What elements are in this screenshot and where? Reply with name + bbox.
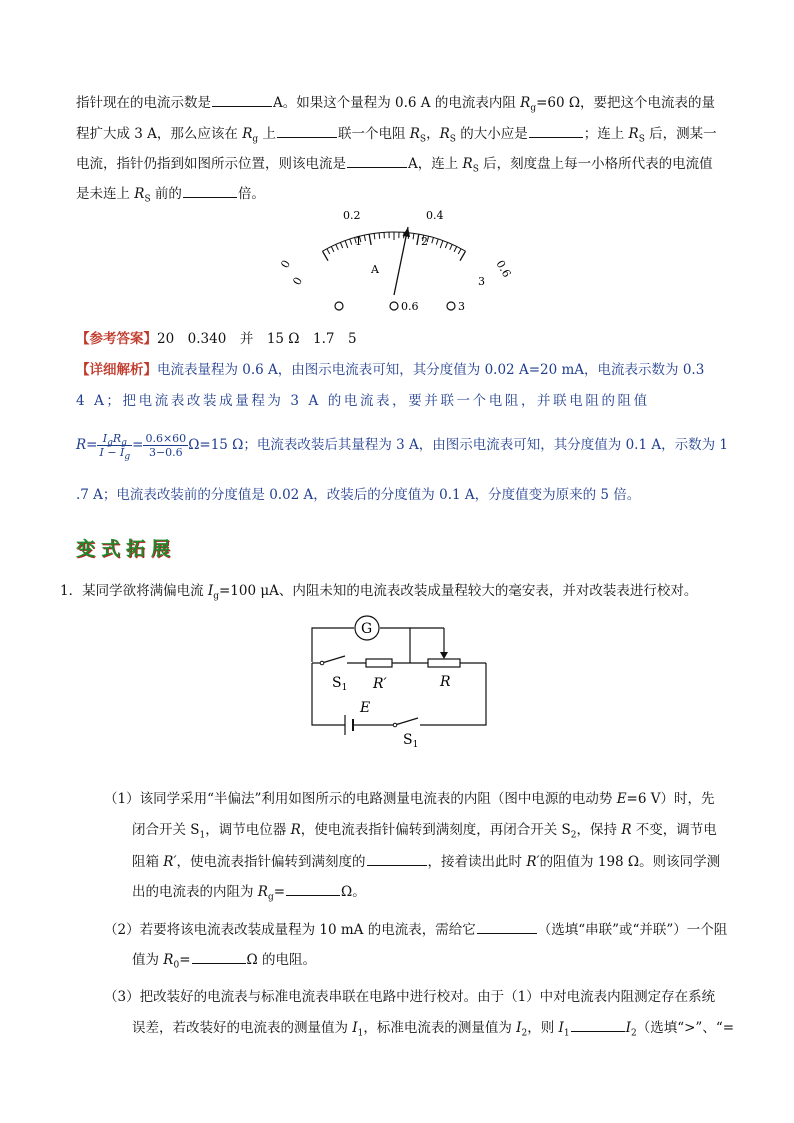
scale-label-bottom: 3 [478,275,485,288]
part3-line-1: （3）把改装好的电流表与标准电流表串联在电路中进行校对。由于（1）中对电流表内阻测定存在系统 [104,989,716,1005]
equals: = [132,437,144,453]
subscript: S [419,134,427,145]
dial-tick [350,239,352,245]
answer-blank[interactable] [571,1018,625,1032]
answer-blank[interactable] [286,882,340,896]
text: 是未连上 [76,186,135,202]
dial-tick [440,241,443,249]
question-line-2 [76,124,717,143]
question-line-4 [76,184,265,203]
circuit-diagram [300,612,500,748]
potentiometer-r [428,659,460,667]
subscript: g [530,103,537,114]
scale-label-bottom: 1 [355,235,362,248]
answer-blank[interactable] [212,93,272,107]
analysis-line-1 [76,361,704,379]
subscript: S [449,134,456,145]
dial-tick [460,251,466,261]
dial-tick [340,242,342,248]
analysis-line-2 [76,392,650,410]
text: =60 Ω，要把这个电流表的量 [536,95,716,111]
switch-s1-pivot [320,661,324,665]
dial-tick [374,233,375,239]
answer-blank[interactable] [347,154,407,168]
r-prime-label: R′ [373,676,387,692]
dial-tick [364,235,365,241]
part1-line-1: （1）该同学采用“半偏法”利用如图所示的电路测量电流表的内阻（图中电源的电动势 E=6 V）时，先 [104,791,715,807]
part2-line-1: （2）若要将该电流表改装成量程为 10 mA 的电流表，需给它 （选填“串联”或“并联”）一个阻 [104,922,728,938]
question-line-3 [76,154,713,173]
potentiometer-arrow [440,652,448,659]
subscript: S [638,134,645,145]
dial-tick [450,244,453,249]
symbol: R [242,126,253,142]
text: .7 A；电流表改装前的分度值是 0.02 A，改装后的分度值为 0.1 A，分度值变为原来的 5 倍。 [76,487,641,503]
text: 指针现在的电流示数是 [76,95,211,111]
text: ， [426,126,440,142]
analysis-line-4 [76,486,640,504]
r-label: R [440,674,451,690]
text: 电流表量程为 0.6 A，由图示电流表可知，其分度值为 0.02 A=20 mA，电流表示数为 0.3 [157,362,705,378]
dial-tick [417,234,419,245]
text: A，连上 [408,156,463,172]
text: 倍。 [237,186,265,202]
part1-line-3: 阻箱 R′，使电流表指针偏转到满刻度的 ，接着读出此时 R′的阻值为 198 Ω。则该同学测 [132,854,721,870]
dial-tick [458,249,461,254]
symbol: R [628,126,639,142]
subscript: g [252,134,259,145]
dial-tick [336,244,339,249]
part2-line-2: 值为 $R_0= \Omega$ 的电阻。 [132,952,316,971]
symbol: R [520,95,531,111]
subscript: S [472,164,479,175]
dial-tick [379,233,380,239]
section-title: 变式拓展 [76,538,177,560]
text: A。如果这个量程为 0.6 A 的电流表内阻 [273,95,521,111]
reference-answer [76,330,357,348]
unit-label: A [371,263,379,276]
text: 联一个电阻 [337,126,410,142]
dial-tick [369,234,371,245]
resistor-r-prime [366,659,392,667]
galvanometer-label: G [361,621,373,637]
terminal-common [335,302,343,310]
scale-label-bottom: 0 [290,274,306,288]
answer-blank[interactable] [529,124,583,138]
fraction-symbolic: $\frac{I_gR_g}{I - I_g}$ [99,432,131,463]
answer-blank[interactable] [367,852,427,866]
analysis-label: 【详细解析】 [76,362,157,378]
terminal-label: 0.6 [401,300,419,313]
switch-s1-blade [322,656,345,663]
e-label: E [360,700,371,716]
text: 上 [258,126,276,142]
meter-pointer [394,227,408,295]
subscript: S [144,194,151,205]
part1-line-2: 闭合开关 $S_1$，调节电位器 R，使电流表指针偏转到满刻度，再闭合开关 $S_2$，保持 R 不变，调节电 [132,822,717,841]
dial-tick [323,251,329,261]
dial-tick [331,247,334,252]
text: 的大小应是 [455,126,528,142]
ammeter-dial-figure [270,205,520,317]
answer-blank[interactable] [277,124,337,138]
text: 4 A；把电流表改装成量程为 3 A 的电流表，要并联一个电阻，并联电阻的阻值 [76,393,650,409]
dial-tick [432,238,434,244]
dial-tick [445,242,447,248]
scale-label-top: 0.2 [343,209,361,222]
part1-line-4: 出的电流表的内阻为 $R_g= \Omega$。 [132,884,366,903]
dial-ticks [323,232,466,261]
scale-label-top: 0.6 [493,258,514,280]
dial-tick [436,239,438,245]
terminal-0.6 [390,302,398,310]
text: 后，刻度盘上每一小格所代表的电流值 [478,156,713,172]
terminal-label: 3 [458,300,465,313]
symbol: R [462,156,473,172]
text: 电流，指针仍指到如图所示位置，则该电流是 [76,156,346,172]
problem-intro: 1．某同学欲将满偏电流 $I_g=100$ μA、内阻未知的电流表改装成量程较大的毫安表，并对改装表进行校对。 [60,583,698,602]
s2-label: $S_1$ [403,732,419,748]
question-line-1 [76,93,715,112]
switch-s2-blade [395,718,418,725]
answer-text: 20 0.340 并 15 Ω 1.7 5 [157,331,357,347]
part3-line-2: 误差，若改装好的电流表的测量值为 $I_1$，标准电流表的测量值为 $I_2$，则 $I_1$ $I_2$（选填“>”、“= [132,1020,735,1039]
answer-label: 【参考答案】 [76,331,157,347]
dial-tick [345,241,348,249]
dial-tick [413,233,414,239]
dial-tick [327,249,330,254]
formula-lhs: R= [76,437,98,453]
answer-blank[interactable] [183,184,237,198]
formula-result: Ω=15 Ω [188,437,244,453]
s1-label: $S_1$ [332,675,348,693]
analysis-formula-line [76,430,728,463]
answer-blank[interactable] [477,920,537,934]
text: ；连上 [583,126,629,142]
text: 后，测某一 [644,126,717,142]
answer-blank[interactable] [192,950,246,964]
symbol: R [134,186,145,202]
dial-tick [454,247,457,252]
text: 前的 [150,186,182,202]
scale-label-top: 0 [278,257,294,271]
terminal-3 [447,302,455,310]
symbol: R [409,126,420,142]
scale-label-top: 0.4 [426,209,444,222]
text: ；电流表改装后其量程为 3 A，由图示电流表可知，其分度值为 0.1 A，示数为 1 [243,437,728,453]
text: 程扩大成 3 A，那么应该在 [76,126,243,142]
symbol: R [439,126,450,142]
fraction-numeric: $\frac{0.6\times 60}{3-0.6}$ [145,432,187,459]
scale-label-bottom: 2 [421,235,428,248]
switch-s2-pivot [393,723,397,727]
